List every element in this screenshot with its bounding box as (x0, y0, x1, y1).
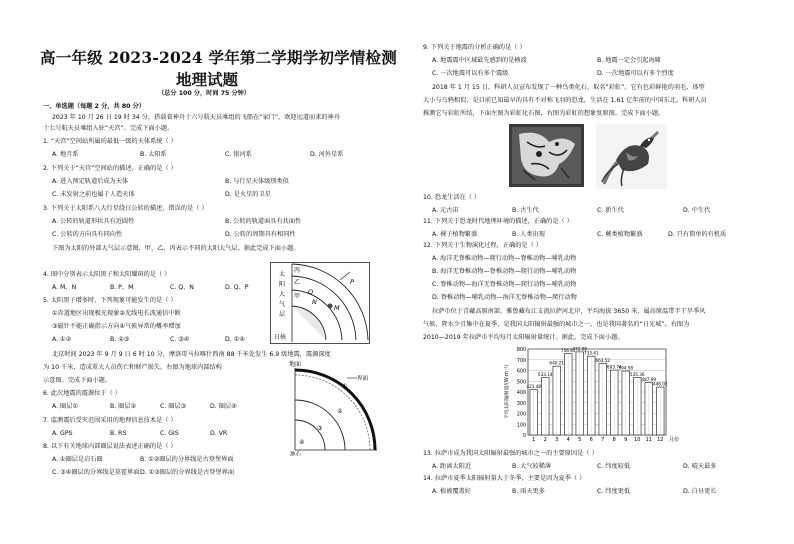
surface-label: 地面 (289, 361, 302, 368)
y-tick-label: 400 (516, 391, 526, 396)
marker-label: Q (308, 288, 314, 296)
region-label: ① (342, 383, 348, 390)
option-b[interactable]: B. ①②圈层的分界线是古登堡界面 (140, 456, 234, 463)
x-tick-label: 4 (566, 437, 570, 443)
layer-label: 乙 (294, 279, 301, 286)
option-a[interactable]: A. 进入预定轨道后成为天体 (52, 178, 129, 185)
x-tick-label: 8 (612, 437, 616, 443)
page-meta: （总分 100 分，时间 75 分钟） (158, 90, 251, 97)
question-stem: 1. “天宫”空间站所属的最低一级的天体系统（ ） (43, 138, 177, 145)
data-label: 603.74 (606, 364, 622, 370)
core-label: 日核 (274, 334, 287, 341)
question-stem: 4. 图中分别表示太阳黑子和太阳耀斑的是（ ） (43, 271, 171, 278)
option-b[interactable]: B. 圈层② (110, 403, 137, 410)
page-title-line1: 高一年级 2023-2024 学年第二学期学初学情检测 (40, 48, 397, 67)
section-heading: 一、单选题（每题 2 分，共 80 分） (43, 103, 145, 110)
option-b[interactable]: B. 与行星天体级别类似 (225, 178, 289, 185)
x-axis-label: 月份 (669, 437, 680, 443)
option-d[interactable]: D. Q、P (225, 284, 249, 291)
option-d[interactable]: D. 晴天最多 (683, 463, 717, 470)
option-d[interactable]: D. 是火星的卫星 (225, 191, 271, 198)
y-tick-label: 700 (516, 358, 526, 364)
question-stem: 12. 下列关于生物演化过程，正确的是（ ） (423, 242, 542, 249)
side-label: 太 (279, 271, 286, 278)
option-c[interactable]: C. 银河系 (225, 151, 252, 158)
marker-label: P (350, 278, 354, 286)
option-b[interactable]: B. 雨天更多 (512, 488, 545, 495)
option-d[interactable]: D. 中生代 (683, 207, 711, 214)
option-a[interactable]: A. 植被覆盖好 (432, 488, 471, 495)
data-label: 640.21 (549, 360, 565, 366)
option-a[interactable]: A. 元古宙 (432, 207, 459, 214)
sun-atmosphere-figure (270, 262, 370, 344)
marker-label: N (312, 298, 317, 306)
option-d[interactable]: D. ①④ (225, 336, 245, 343)
intro-text: 示意图。完成下面小题。 (43, 377, 112, 384)
option-c[interactable]: C. 公转的方向具有同向性 (52, 231, 123, 238)
option-c[interactable]: C. 脊椎动物—海洋无脊椎动物—爬行动物—哺乳动物 (432, 281, 577, 288)
y-tick-label: 0 (522, 434, 526, 439)
option-c[interactable]: C. 未发射之前也属于人造天体 (52, 191, 135, 198)
option-c[interactable]: C. GIS (160, 430, 179, 437)
x-tick-label: 10 (634, 437, 641, 443)
y-axis-label: 平均太阳辐射量/(W·m⁻²) (505, 364, 510, 420)
data-label: 533.14 (537, 372, 553, 378)
statement-line: ③磁针不能正确指示方向④气候异常的概率增加 (52, 323, 181, 330)
option-a[interactable]: A. 圈层① (52, 403, 78, 410)
x-tick-label: 12 (657, 437, 664, 443)
x-tick-label: 5 (578, 437, 582, 443)
option-a[interactable]: A. 地震震中区域最先感到的是横波 (432, 57, 527, 64)
statement-line: ①赤道地区出现极光现象②无线电长波通信中断 (52, 310, 181, 317)
option-b[interactable]: B. 海洋无脊椎动物—脊椎动物—爬行动物—哺乳动物 (432, 268, 577, 275)
option-b[interactable]: B. 古生代 (512, 207, 539, 214)
option-c[interactable]: C. 一次地震可以有多个震级 (432, 70, 509, 77)
option-a[interactable]: A. ①② (52, 336, 72, 343)
data-label: 733.41 (583, 350, 599, 356)
option-d[interactable]: D. 只有简单的有机质 (668, 231, 727, 238)
question-stem: 11. 下列关于恐龙时代地理环境的描述，正确的是（ ） (423, 218, 573, 225)
question-stem: 7. 监测震后受灾范围采用的地理信息技术是（ ） (43, 417, 177, 424)
region-label: ④ (299, 439, 305, 446)
fossil-photo (509, 124, 584, 187)
side-label: 气 (279, 301, 286, 308)
data-label: 772.98 (572, 346, 588, 352)
option-b[interactable]: B. 太阳系 (140, 151, 167, 158)
option-b[interactable]: B. 大气较稀薄 (512, 463, 552, 470)
marker-label: M (334, 304, 340, 312)
y-tick-label: 300 (516, 401, 526, 407)
option-c[interactable]: C. ③④ (170, 336, 190, 343)
intro-text: 为 10 千米，造成重大人员伤亡和财产损失。右图为地球内部结构 (43, 364, 222, 371)
layer-label: 丙 (294, 267, 301, 274)
data-label: 487.99 (641, 377, 657, 383)
intro-text: 2023 年 10 月 26 日 19 时 34 分，搭载着神舟十六号航天员乘组的飞船在“家门”，欢迎远道而来的神舟 (52, 114, 340, 121)
intro-text: 推测它与彩虹所结，下面左图为彩虹化石图，右图为彩虹的想象复原图。完成下面小题。 (423, 110, 665, 117)
center-label: 地心 (290, 452, 302, 456)
data-label: 756.81 (560, 348, 576, 354)
option-d[interactable]: D. 圈层④ (210, 403, 237, 410)
option-d[interactable]: D. VR (210, 430, 228, 437)
page-title-line2: 地理试题 (176, 70, 239, 89)
option-d[interactable]: D. 白昼更长 (683, 488, 717, 495)
x-tick-label: 11 (645, 437, 652, 443)
boundary-label: 界面 (357, 376, 369, 382)
option-c[interactable]: C. 蕨类植物繁盛 (597, 231, 643, 238)
side-label: 层 (279, 311, 286, 318)
option-d[interactable]: D. 河外星系 (310, 151, 344, 158)
option-d[interactable]: D. 公转的周期具有相同性 (225, 231, 296, 238)
option-a[interactable]: A. 公转的轨道形状具有近圆性 (52, 218, 135, 225)
y-tick-label: 600 (516, 369, 526, 375)
option-c[interactable]: C. 纬度更低 (597, 488, 631, 495)
option-d[interactable]: D. ①③圈层的分界线是古登堡界面 (140, 469, 235, 476)
question-stem: 6. 此次地震的震源位于（ ） (43, 390, 121, 397)
option-c[interactable]: C. Q、N (170, 284, 194, 291)
region-label: ③ (317, 425, 323, 432)
intro-text: 2018 年 1 月 15 日，科研人员宣布发现了一种鸟类化石，取名“彩虹”。它有色彩鲜艳的羽毛，体型 (432, 84, 705, 91)
option-b[interactable]: B. 公转的轨道面具有共面性 (225, 218, 302, 225)
x-tick-label: 3 (555, 437, 559, 443)
question-stem: 2. 下列关于“天宫”空间站的描述，正确的是（ ） (43, 165, 177, 172)
intro-text: 十七号航天员乘组入驻“天宫”。完成下面小题。 (43, 125, 174, 132)
intro-text: 下图为太阳的外部大气层示意图，甲、乙、丙表示不同的太阳大气层。据此完成下面小题。 (52, 245, 300, 252)
data-label: 446.02 (652, 381, 668, 387)
option-a[interactable]: A. 海洋无脊椎动物—爬行动物—脊椎动物—哺乳动物 (432, 255, 577, 262)
data-label: 663.52 (595, 358, 611, 364)
question-stem: 8. 以下有关地球内部圈层说法表述正确的是（ ） (43, 443, 177, 450)
y-tick-label: 800 (516, 348, 526, 353)
data-label: 535.36 (629, 371, 645, 377)
radiation-bar-chart (500, 343, 690, 447)
question-stem: 14. 拉萨市夏季太阳辐射量大于冬季，主要是因为夏季（ ） (423, 475, 586, 482)
intro-text: 大小与乌鸦相似，是目前已知最早的具有不对称飞羽的恐龙，生活在 1.61 亿年前的中国东北。科研人员 (423, 97, 707, 104)
question-stem: 9. 下列关于地震的分析正确的是（ ） (423, 44, 526, 51)
option-b[interactable]: B. 人类出现 (512, 231, 545, 238)
option-b[interactable]: B. ②③ (110, 336, 130, 343)
option-a[interactable]: A. ①圈层是岩石圈 (52, 456, 103, 463)
x-tick-label: 7 (601, 437, 605, 443)
option-b[interactable]: B. RS (110, 430, 127, 437)
x-tick-label: 9 (624, 437, 628, 443)
question-stem: 13. 拉萨市成为我国太阳辐射最强的城市之一的主要原因是（ ） (423, 450, 598, 457)
option-a[interactable]: A. 地月系 (52, 151, 79, 158)
data-label: 421.48 (526, 384, 542, 390)
option-a[interactable]: A. GPS (52, 430, 73, 437)
option-d[interactable]: D. 脊椎动物—哺乳动物—海洋无脊椎动物—爬行动物 (432, 294, 577, 301)
data-label: 594.58 (618, 365, 634, 371)
option-a[interactable]: A. 裸子植物繁盛 (432, 231, 478, 238)
reconstruction-photo (596, 124, 667, 189)
region-label: ② (337, 408, 343, 415)
option-c[interactable]: C. 圈层③ (160, 403, 187, 410)
question-stem: 10. 恐龙生活在（ ） (423, 194, 481, 201)
x-tick-label: 1 (532, 437, 536, 443)
option-d[interactable]: D. 一次地震可以有多个烈度 (597, 70, 674, 77)
intro-text: 气候，降水少且集中在夏季，是我国太阳辐射最强的城市之一，也是我国著名的“日光城”。右图为 (423, 321, 690, 328)
earth-interior-figure (287, 358, 380, 456)
option-a[interactable]: A. M、N (52, 284, 77, 291)
x-tick-label: 6 (589, 437, 593, 443)
y-tick-label: 200 (516, 412, 526, 418)
side-label: 大 (279, 291, 286, 298)
intro-text: 北京时间 2023 年 9 月 9 日 6 时 10 分，摩洛哥马拉喀什西南 88 千米处发生 6.9 级地震，震源深度 (52, 351, 331, 358)
intro-text: 拉萨市位于青藏高原南部，雅鲁藏布江支流拉萨河北岸，平均海拔 3650 米，属高原温带半干旱季风 (432, 308, 706, 315)
side-label: 阳 (279, 281, 286, 288)
option-b[interactable]: B. P、M (110, 284, 134, 291)
y-tick-label: 100 (516, 423, 526, 429)
question-stem: 3. 下列关于太阳系八大行星绕日公转的描述，错误的是（ ） (43, 205, 208, 212)
option-a[interactable]: A. 距离太阳近 (432, 463, 471, 470)
option-c[interactable]: C. ③④圈层的分界线是莫霍界面 (52, 469, 140, 476)
question-stem: 5. 太阳黑子增多时，下列现象可能发生的是（ ） (43, 297, 177, 304)
option-c[interactable]: C. 新生代 (597, 207, 624, 214)
layer-label: 甲 (294, 293, 301, 300)
option-c[interactable]: C. 纬度较低 (597, 463, 631, 470)
x-tick-label: 2 (543, 437, 547, 443)
y-tick-label: 500 (516, 380, 526, 386)
option-b[interactable]: B. 地震一定会引起海啸 (597, 57, 661, 64)
intro-text: 2010—2019 年拉萨市平均每月太阳辐射量统计。据此，完成下面小题。 (423, 334, 624, 341)
